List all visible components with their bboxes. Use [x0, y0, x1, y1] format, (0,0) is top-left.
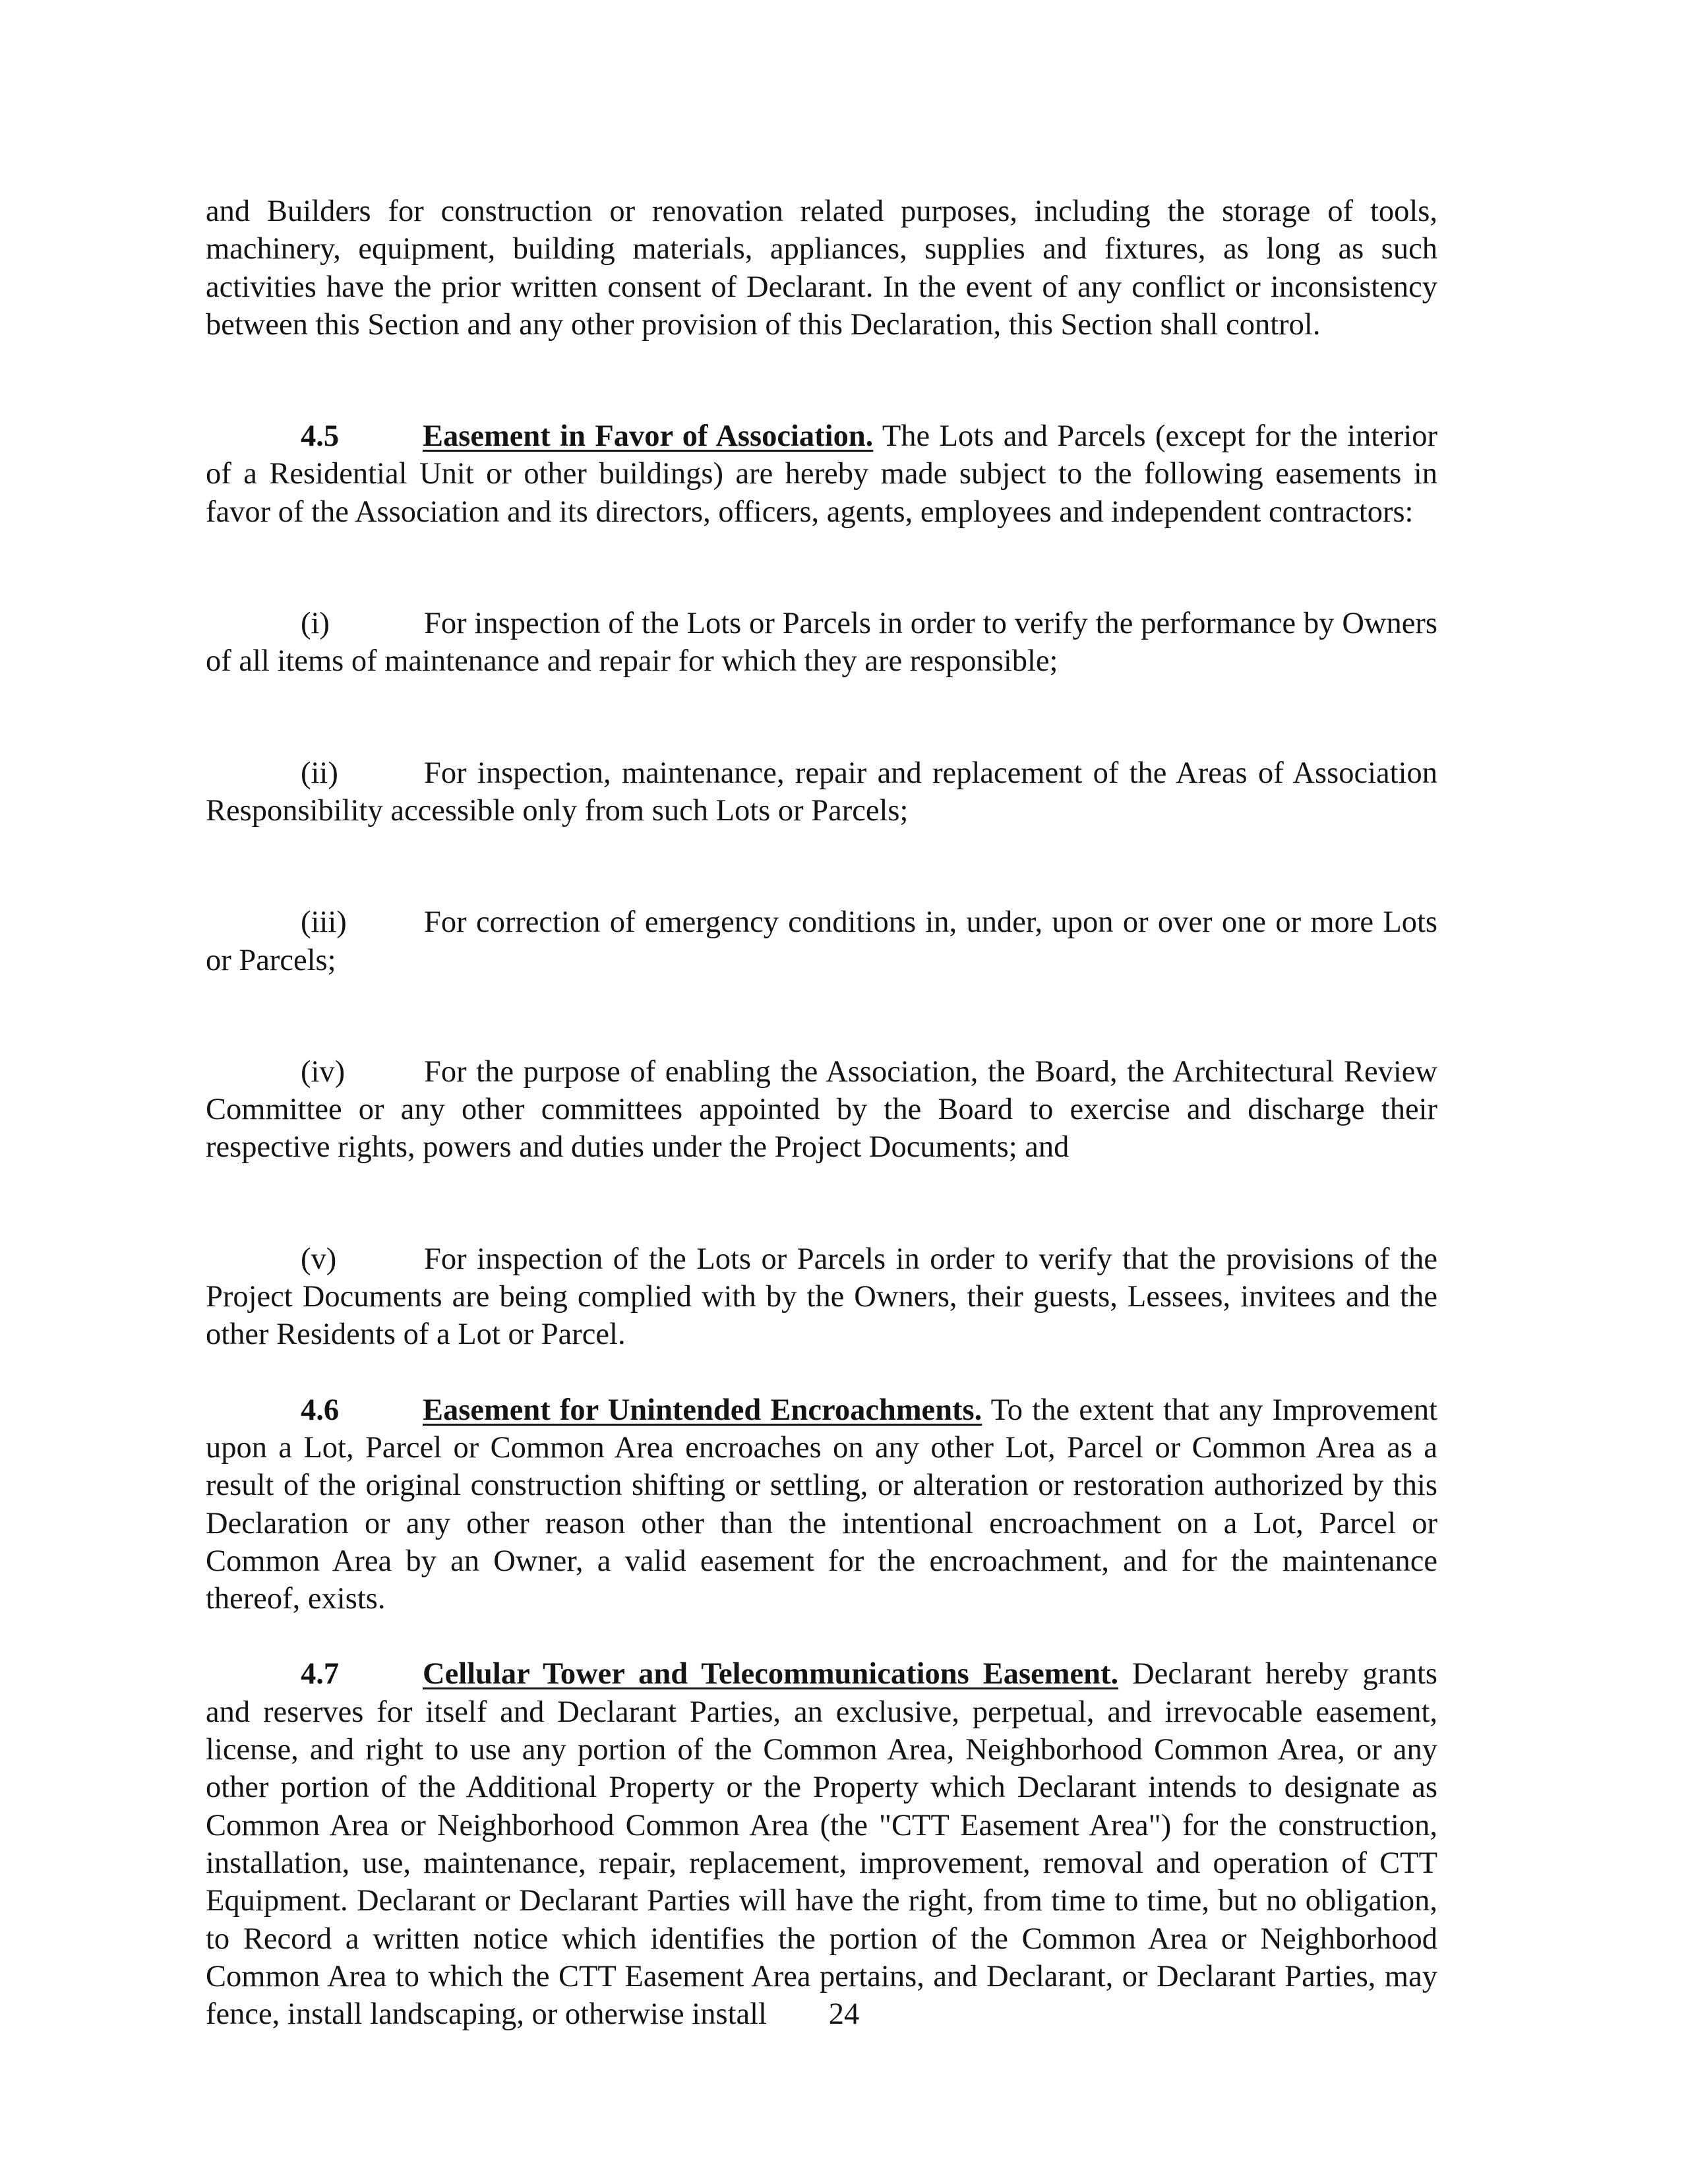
page-number: 24	[828, 1997, 860, 2031]
list-item-iii	[206, 903, 1437, 979]
list-item-text: For inspection, maintenance, repair and replacement of the Areas of Association Responsibility accessible only from such Lots or Parcels;	[206, 756, 1437, 828]
list-item-text: For the purpose of enabling the Association, the Board, the Architectural Review Committee or any other committees appointed by the Board to exercise and discharge their respective rights, powers and duties under the Project Documents; and	[206, 1054, 1437, 1165]
section-number: 4.7	[301, 1657, 340, 1691]
list-item-number: (v)	[301, 1242, 337, 1276]
list-item-ii	[206, 754, 1437, 830]
list-item-text: For inspection of the Lots or Parcels in order to verify that the provisions of the Project Documents are being complied with by the Owners, their guests, Lessees, invitees and the other Residents of a Lot or Parcel.	[206, 1242, 1437, 1352]
list-item-number: (iii)	[301, 905, 347, 940]
section-4-5-paragraph	[206, 417, 1437, 531]
section-number: 4.6	[301, 1393, 340, 1427]
list-item-iv	[206, 1053, 1437, 1167]
list-item-number: (i)	[301, 607, 330, 641]
list-item-number: (iv)	[301, 1054, 346, 1089]
list-item-i	[206, 605, 1437, 681]
section-title: Cellular Tower and Telecommunications Easement.	[423, 1657, 1119, 1691]
section-4-7-paragraph	[206, 1655, 1437, 2033]
list-item-number: (ii)	[301, 756, 338, 790]
section-title: Easement in Favor of Association.	[423, 419, 874, 454]
intro-paragraph: and Builders for construction or renovation related purposes, including the storage of tools, machinery, equipment, building materials, appliances, supplies and fixtures, as long as such activities have the prior written consent of Declarant. In the event of any conflict or inconsistency between this Section and any other provision of this Declaration, this Section shall control.	[206, 195, 1437, 342]
document-body	[206, 193, 1437, 2033]
section-body: Declarant hereby grants and reserves for itself and Declarant Parties, an exclusive, perpetual, and irrevocable easement, license, and right to use any portion of the Common Area, Neighborhood Common Area, or any other portion of the Additional Property or the Property which Declarant intends to designate as Common Area or Neighborhood Common Area (the "CTT Easement Area") for the construction, installation, use, maintenance, repair, replacement, improvement, removal and operation of CTT Equipment. Declarant or Declarant Parties will have the right, from time to time, but no obligation, to Record a written notice which identifies the portion of the Common Area or Neighborhood Common Area to which the CTT Easement Area pertains, and Declarant, or Declarant Parties, may fence, install landscaping, or otherwise install	[206, 1657, 1437, 2032]
section-title: Easement for Unintended Encroachments.	[423, 1393, 982, 1427]
list-item-text: For correction of emergency conditions in, under, upon or over one or more Lots or Parcels;	[206, 905, 1437, 977]
list-item-text: For inspection of the Lots or Parcels in order to verify the performance by Owners of all items of maintenance and repair for which they are responsible;	[206, 607, 1437, 679]
section-body: To the extent that any Improvement upon a Lot, Parcel or Common Area encroaches on any other Lot, Parcel or Common Area as a result of the original construction shifting or settling, or alteration or restoration authorized by this Declaration or any other reason other than the intentional encroachment on a Lot, Parcel or Common Area by an Owner, a valid easement for the encroachment, and for the maintenance thereof, exists.	[206, 1393, 1437, 1616]
list-item-v	[206, 1240, 1437, 1354]
section-number: 4.5	[301, 419, 340, 454]
section-body: The Lots and Parcels (except for the interior of a Residential Unit or other buildings) are hereby made subject to the following easements in favor of the Association and its directors, officers, agents, employees and independent contractors:	[206, 419, 1437, 529]
section-4-6-paragraph	[206, 1391, 1437, 1618]
